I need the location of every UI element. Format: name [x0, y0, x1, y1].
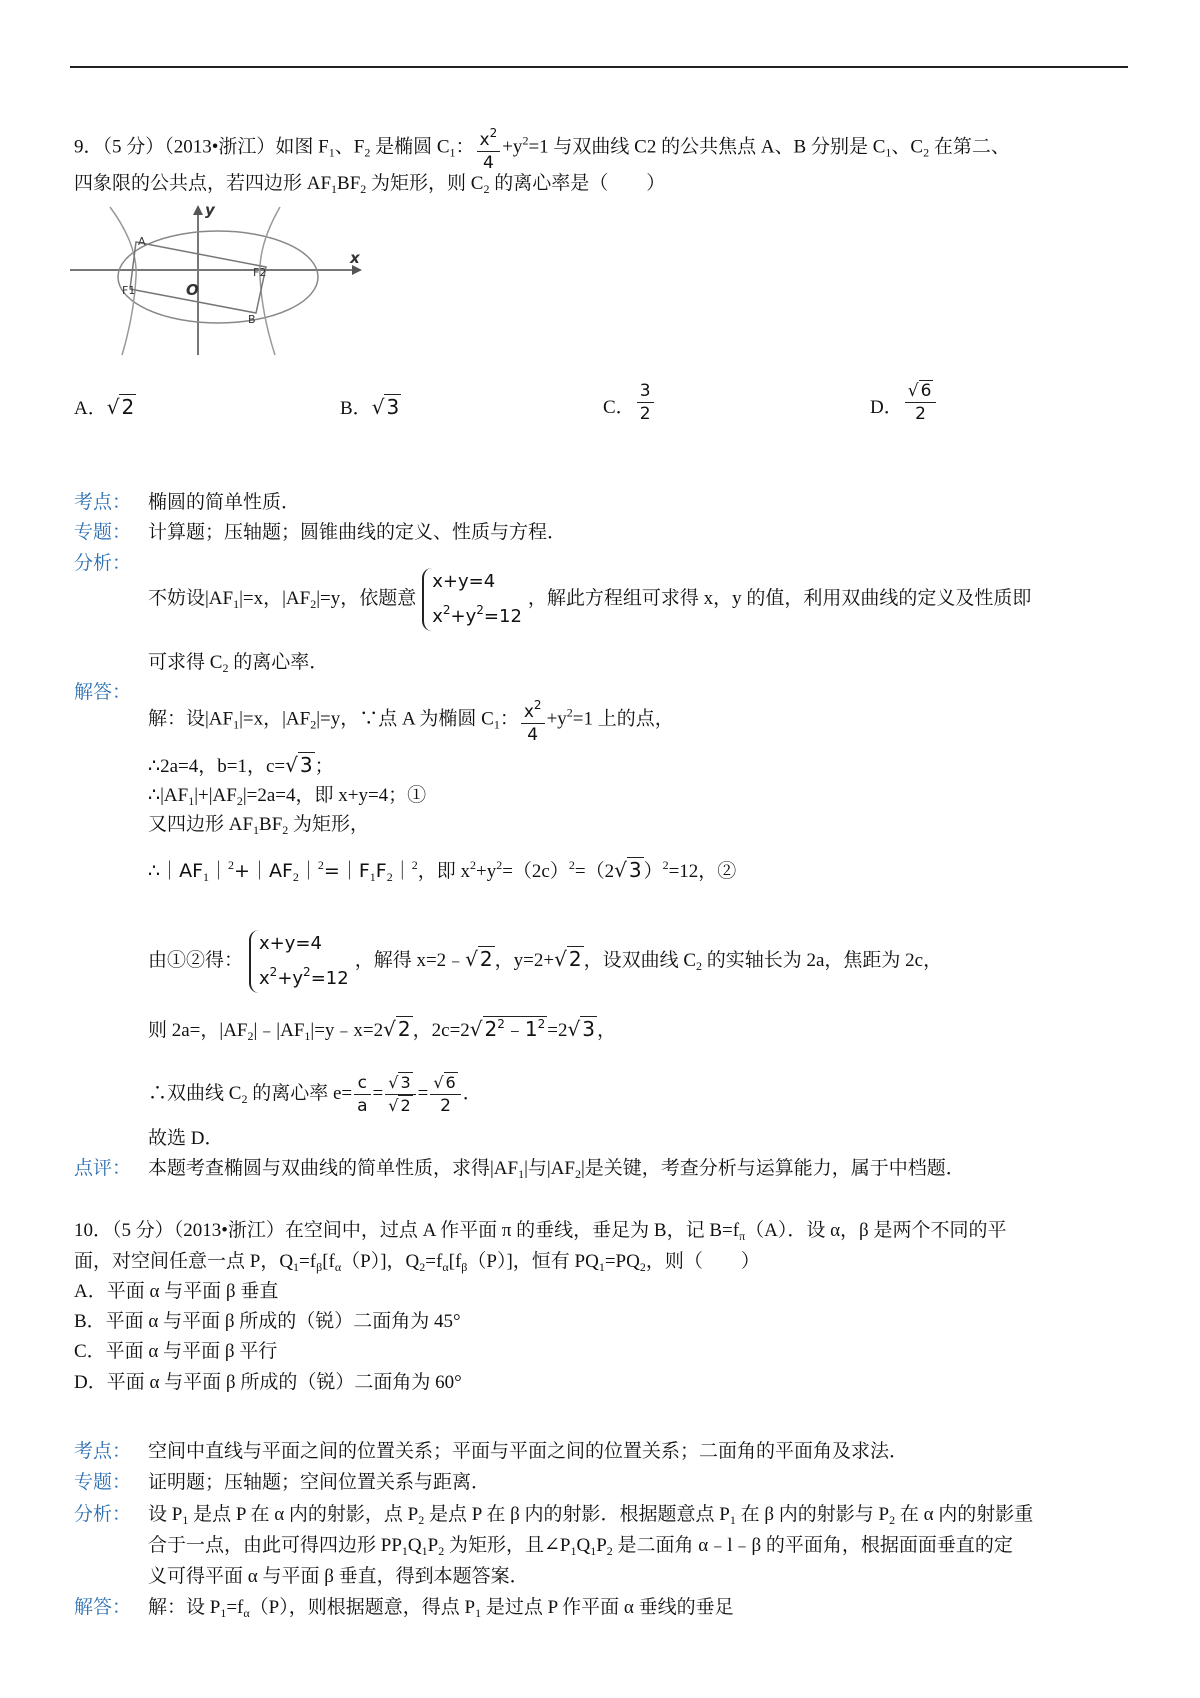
q9-jieda-line4: 又四边形 $AF_1BF_2$ 为矩形，: [148, 814, 370, 837]
q10-zhuanti-tag: 专题：: [74, 1472, 132, 1493]
q10-option-b: B．平面 α 与平面 β 所成的（锐）二面角为 45°: [74, 1311, 461, 1332]
q9-zhuanti: 计算题；压轴题；圆锥曲线的定义、性质与方程．: [148, 522, 567, 543]
q9-jieda-line6: 由①②得： x+y=4 $x^2+y^2=12$ ，解得 x=2﹣√ 2 ，y=2+√ 2 ，设双曲线 $C_2$ 的实轴长为 2a，焦距为 2c，: [148, 930, 942, 993]
q9-fenxi-line1: 不妨设$|AF_1|=x$，$|AF_2|=y$，依题意 x+y=4 $x^2+y^2=12$ ，解此方程组可求得 x，y 的值，利用双曲线的定义及性质即: [148, 568, 1031, 631]
q9-option-c: C． $\frac{3}{2}$: [603, 380, 656, 425]
q9-option-a: A．√ 2: [74, 395, 135, 419]
label-x-axis: x: [350, 249, 360, 267]
label-O: O: [186, 281, 199, 299]
q9-fenxi-line2: 可求得 $C_2$ 的离心率．: [148, 652, 329, 675]
q9-dianping: 本题考查椭圆与双曲线的简单性质，求得$|AF_1|$与$|AF_2|$是关键，考查分析与运算能力，属于中档题．: [148, 1158, 965, 1181]
q9-jieda-line7: 则 2a=，$|AF_2|﹣|AF_1|=y﹣x=2√$ 2 ，2c=2√ $2^2﹣1^2 =2√$ 3 ，: [148, 1017, 617, 1043]
q9-zhuanti-tag: 专题：: [74, 522, 132, 543]
q9-dianping-tag: 点评：: [74, 1158, 132, 1179]
q10-fenxi-line2: 合于一点，由此可得四边形 $PP_1Q_1P_2$ 为矩形，且$\angle P_1Q_1P_2$ 是二面角 α﹣l﹣β 的平面角，根据面面垂直的定: [148, 1535, 1013, 1558]
q10-zhuanti: 证明题；压轴题；空间位置关系与距离．: [148, 1472, 491, 1493]
q9-jieda-line8: ∴双曲线 $C_2$ 的离心率 e= $\frac{c}{a}$ = $\frac{√ 3}{√ 2}$ = $\frac{√ 6}{2}$ ．: [148, 1073, 482, 1116]
q10-stem-line2: 面，对空间任意一点 P，$Q_1=f_\beta[f_\alpha(P)]$，$Q_2=f_\alpha[f_\beta(P)]$，恒有 $PQ_1=PQ_2$，则（ ）: [74, 1251, 760, 1274]
label-A: A: [138, 235, 146, 248]
q10-fenxi-line1: 设 $P_1$ 是点 P 在 α 内的射影，点 $P_2$ 是点 P 在 β 内的射影．根据题意点 $P_1$ 在 β 内的射影与 $P_2$ 在 α 内的射影重: [148, 1504, 1034, 1527]
q9-kaodian-tag: 考点：: [74, 492, 132, 513]
q9-equation-system: x+y=4 $x^2+y^2=12$: [422, 568, 522, 631]
q9-option-d: D． $\frac{√ 6}{2}$: [870, 380, 938, 425]
q9-jieda-line9: 故选 D．: [148, 1128, 224, 1149]
label-F2: F2: [253, 266, 267, 279]
q10-kaodian: 空间中直线与平面之间的位置关系；平面与平面之间的位置关系；二面角的平面角及求法．: [148, 1441, 909, 1462]
q9-kaodian: 椭圆的简单性质．: [148, 492, 301, 513]
q9-ellipse-hyperbola-figure: [70, 205, 370, 365]
q9-jieda-line1: 解：设$|AF_1|=x$，$|AF_2|=y$，∵点 A 为椭圆 $C_1$： $\frac{x^2}{4}$ $+y^2=1$ 上的点，: [148, 694, 674, 746]
q10-fenxi-tag: 分析：: [74, 1504, 132, 1525]
q9-jieda-line2: ∴2a=4，b=1，c=√ 3 ；: [148, 753, 334, 777]
q9-fenxi-tag: 分析：: [74, 553, 132, 574]
q9-option-b: B．√ 3: [340, 395, 400, 419]
q10-option-c: C．平面 α 与平面 β 平行: [74, 1341, 278, 1362]
q9-ellipse-fraction: $\frac{x^2}{4}$: [477, 122, 501, 174]
label-B: B: [248, 313, 256, 326]
q10-fenxi-line3: 义可得平面 α 与平面 β 垂直，得到本题答案．: [148, 1566, 529, 1587]
label-y-axis: y: [205, 205, 215, 219]
q9-stem-line2: 四象限的公共点，若四边形 $AF_1BF_2$ 为矩形，则 $C_2$ 的离心率是（ ）: [74, 173, 666, 196]
q9-jieda-line3: $\therefore|AF_1|+|AF_2|=2a=4$，即 x+y=4；①: [148, 785, 427, 808]
q9-jieda-line5: $\therefore|AF_1|^2+|AF_2|^2=|F_1F_2|^2$，即 $x^2+y^2=(2c)^2=(2√$ 3 ）$^2$=12，②: [148, 858, 737, 884]
label-F1: F1: [122, 284, 136, 297]
q10-jieda-line1: 解：设 $P_1=f_\alpha(P)$，则根据题意，得点 $P_1$ 是过点 P 作平面 α 垂线的垂足: [148, 1597, 734, 1620]
q10-option-a: A．平面 α 与平面 β 垂直: [74, 1281, 279, 1302]
q10-jieda-tag: 解答：: [74, 1597, 132, 1618]
header-rule: [70, 66, 1128, 68]
q9-stem-line1: 9．（5 分）（2013•浙江）如图 $F_1$、$F_2$ 是椭圆 $C_1$： $\frac{x^2}{4}$ $+y^2=1$ 与双曲线 C2 的公共焦点 A、B 分别是 $C_1$、$C_2$ 在第二、: [74, 122, 1010, 174]
q9-jieda-tag: 解答：: [74, 682, 132, 703]
q10-option-d: D．平面 α 与平面 β 所成的（锐）二面角为 60°: [74, 1372, 462, 1393]
q10-stem-line1: 10．（5 分）（2013•浙江）在空间中，过点 A 作平面 π 的垂线，垂足为 B，记 $B=f_\pi(A)$．设 α，β 是两个不同的平: [74, 1220, 1007, 1243]
q10-kaodian-tag: 考点：: [74, 1441, 132, 1462]
